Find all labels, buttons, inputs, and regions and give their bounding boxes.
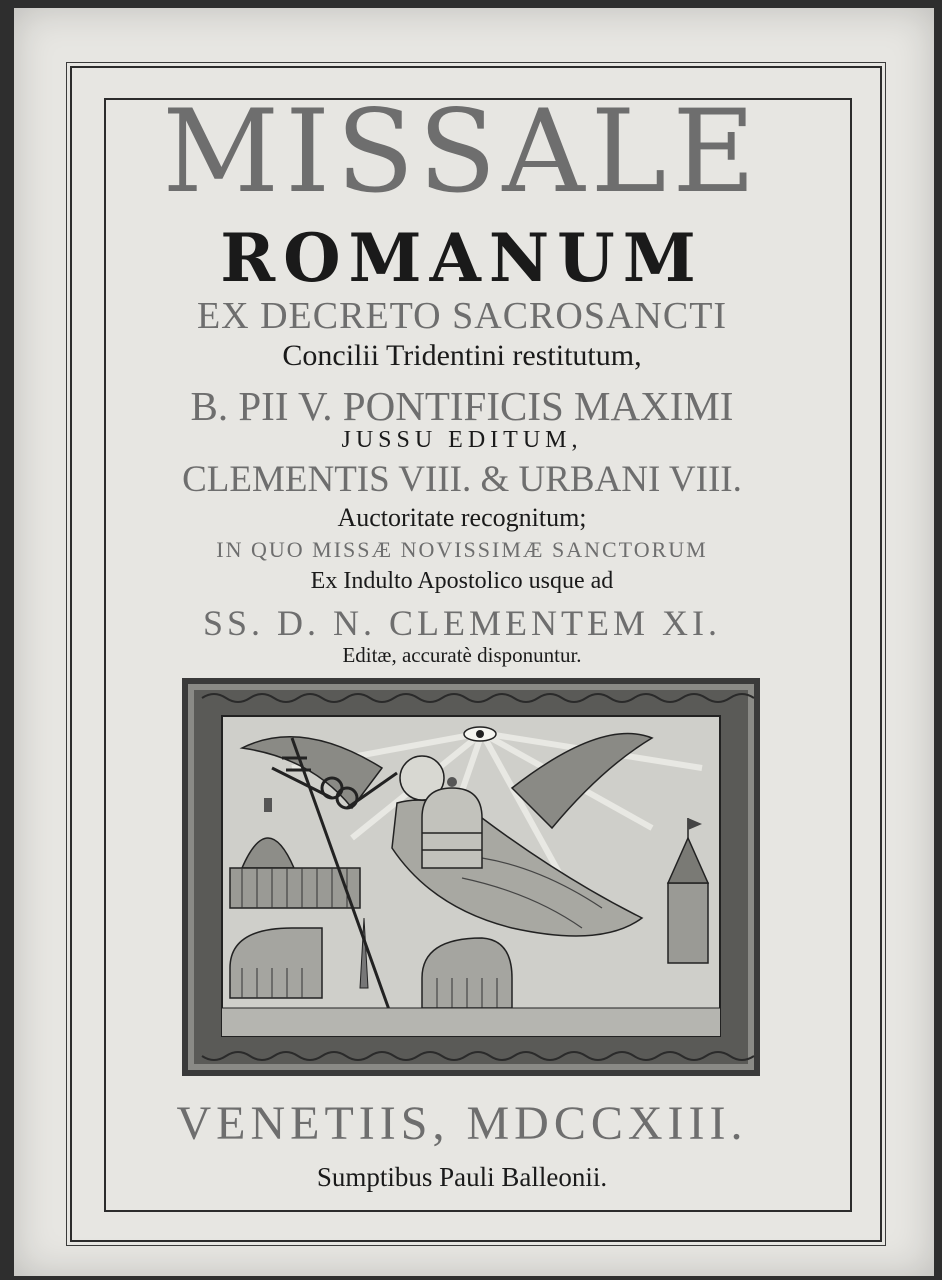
imprint-publisher: Sumptibus Pauli Balleonii. bbox=[316, 1162, 608, 1192]
engraving-frame bbox=[182, 678, 760, 1076]
title-romanum: ROMANUM bbox=[220, 219, 704, 297]
subtitle-jussu: JUSSU EDITUM, bbox=[341, 427, 583, 453]
subtitle-indulto: Ex Indulto Apostolico usque ad bbox=[310, 568, 614, 594]
eye-of-providence-icon bbox=[464, 727, 496, 741]
subtitle-pii-v: B. PII V. PONTIFICIS MAXIMI bbox=[190, 383, 734, 429]
subtitle-in-quo: IN QUO MISSÆ NOVISSIMÆ SANCTORUM bbox=[216, 537, 708, 562]
subtitle-clementem: SS. D. N. CLEMENTEM XI. bbox=[202, 603, 721, 643]
subtitle-editae: Editæ, accuratè disponuntur. bbox=[342, 643, 582, 667]
subtitle-concilii: Concilii Tridentini restitutum, bbox=[282, 339, 642, 372]
title-missale: MISSALE bbox=[162, 85, 762, 218]
subtitle-auctoritate: Auctoritate recognitum; bbox=[337, 503, 587, 532]
imprint-place-date: VENETIIS, MDCCXIII. bbox=[176, 1097, 748, 1150]
subtitle-clementis: CLEMENTIS VIII. & URBANI VIII. bbox=[182, 459, 742, 500]
subtitle-decreto: EX DECRETO SACROSANCTI bbox=[196, 295, 728, 337]
engraving-illustration bbox=[182, 678, 760, 1076]
